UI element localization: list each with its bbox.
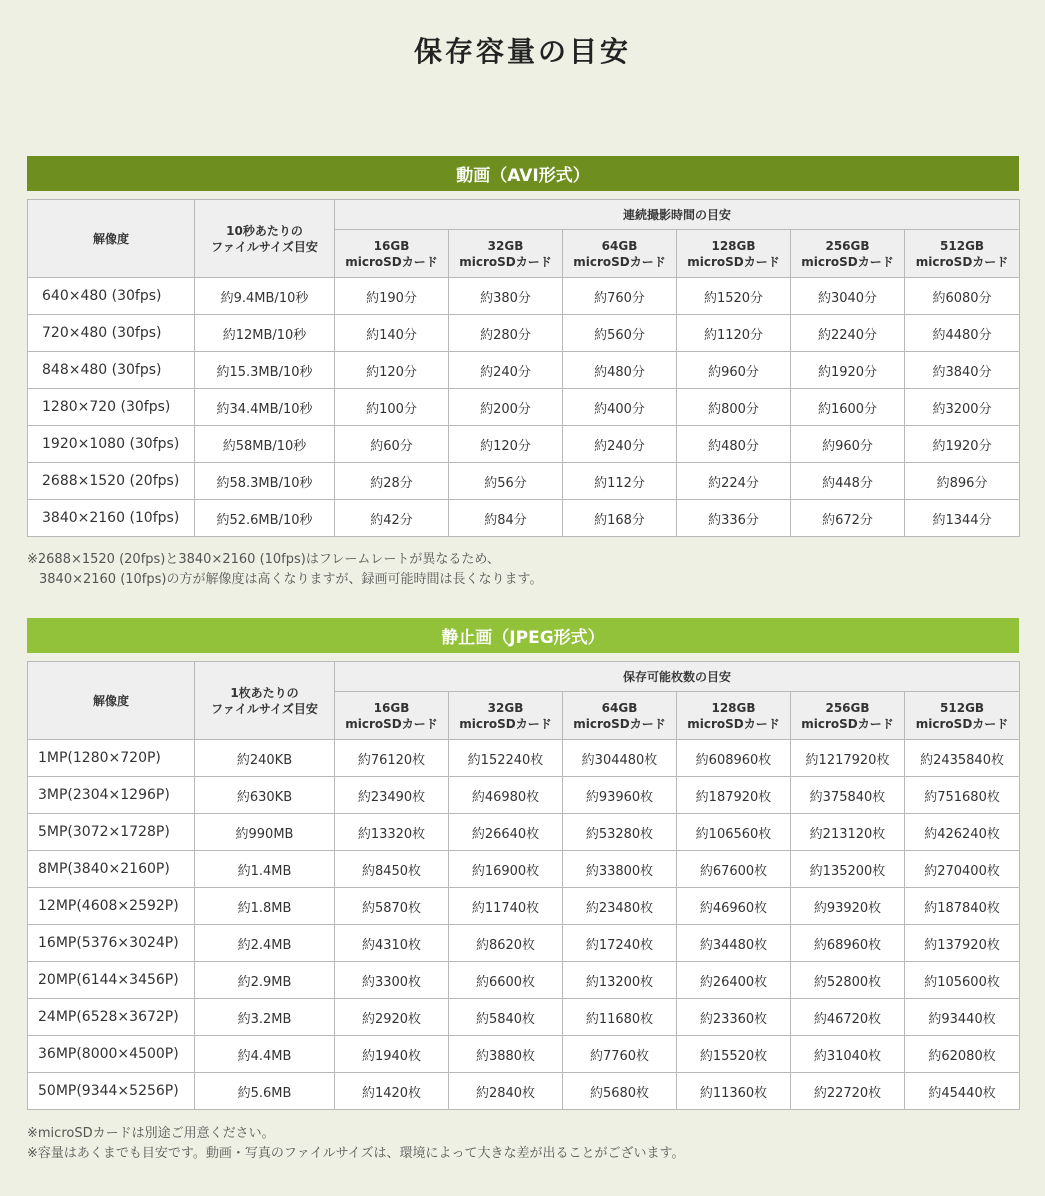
value-cell: 約11360枚 [677,1073,791,1110]
value-cell: 約1920分 [791,352,905,389]
card-header: 64GB microSDカード [563,230,677,278]
recording-time-group-header: 連続撮影時間の目安 [335,200,1020,230]
value-cell: 約800分 [677,389,791,426]
value-cell: 約33800枚 [563,851,677,888]
value-cell: 約11680枚 [563,999,677,1036]
value-cell: 約3840分 [905,352,1020,389]
value-cell: 約17240枚 [563,925,677,962]
value-cell: 約140分 [335,315,449,352]
resolution-cell: 12MP(4608×2592P) [28,888,195,925]
value-cell: 約760分 [563,278,677,315]
value-cell: 約960分 [791,426,905,463]
value-cell: 約13320枚 [335,814,449,851]
value-cell: 約105600枚 [905,962,1020,999]
filesize-cell: 約240KB [195,740,335,777]
table-row [28,1073,1020,1110]
value-cell: 約426240枚 [905,814,1020,851]
resolution-cell: 8MP(3840×2160P) [28,851,195,888]
resolution-cell: 20MP(6144×3456P) [28,962,195,999]
value-cell: 約2840枚 [449,1073,563,1110]
value-cell: 約1344分 [905,500,1020,537]
value-cell: 約52800枚 [791,962,905,999]
value-cell: 約11740枚 [449,888,563,925]
resolution-cell: 2688×1520 (20fps) [28,463,195,500]
value-cell: 約93960枚 [563,777,677,814]
value-cell: 約560分 [563,315,677,352]
value-cell: 約93440枚 [905,999,1020,1036]
value-cell: 約270400枚 [905,851,1020,888]
photo-notes [27,1124,685,1164]
value-cell: 約120分 [335,352,449,389]
table-row [28,962,1020,999]
value-cell: 約53280枚 [563,814,677,851]
video-section-title: 動画（AVI形式） [27,156,1019,191]
resolution-cell: 3MP(2304×1296P) [28,777,195,814]
table-row [28,278,1020,315]
filesize-cell: 約34.4MB/10秒 [195,389,335,426]
value-cell: 約224分 [677,463,791,500]
value-cell: 約213120枚 [791,814,905,851]
value-cell: 約68960枚 [791,925,905,962]
value-cell: 約1920分 [905,426,1020,463]
value-cell: 約4480分 [905,315,1020,352]
resolution-cell: 1280×720 (30fps) [28,389,195,426]
table-row [28,814,1020,851]
card-header: 32GB microSDカード [449,230,563,278]
value-cell: 約240分 [449,352,563,389]
note-line: ※microSDカードは別途ご用意ください。 [27,1126,275,1141]
note-line: 3840×2160 (10fps)の方が解像度は高くなりますが、録画可能時間は長くなります。 [39,572,543,587]
value-cell: 約56分 [449,463,563,500]
filesize-cell: 約1.4MB [195,851,335,888]
value-cell: 約120分 [449,426,563,463]
resolution-header: 解像度 [28,662,195,740]
filesize-cell: 約5.6MB [195,1073,335,1110]
video-notes [27,550,542,590]
value-cell: 約45440枚 [905,1073,1020,1110]
value-cell: 約896分 [905,463,1020,500]
resolution-header: 解像度 [28,200,195,278]
filesize-cell: 約2.4MB [195,925,335,962]
value-cell: 約84分 [449,500,563,537]
filesize-header: 1枚あたりの ファイルサイズ目安 [195,662,335,740]
note-line: ※2688×1520 (20fps)と3840×2160 (10fps)はフレームレートが異なるため、 [27,552,500,567]
value-cell: 約672分 [791,500,905,537]
filesize-cell: 約3.2MB [195,999,335,1036]
value-cell: 約480分 [677,426,791,463]
filesize-cell: 約52.6MB/10秒 [195,500,335,537]
storable-count-group-header: 保存可能枚数の目安 [335,662,1020,692]
value-cell: 約200分 [449,389,563,426]
value-cell: 約190分 [335,278,449,315]
photo-table [27,661,1020,1110]
card-header: 256GB microSDカード [791,230,905,278]
note-line: ※容量はあくまでも目安です。動画・写真のファイルサイズは、環境によって大きな差が出ることがございます。 [27,1146,685,1161]
value-cell: 約1520分 [677,278,791,315]
table-row [28,740,1020,777]
resolution-cell: 848×480 (30fps) [28,352,195,389]
value-cell: 約15520枚 [677,1036,791,1073]
value-cell: 約2435840枚 [905,740,1020,777]
value-cell: 約187840枚 [905,888,1020,925]
card-header: 64GB microSDカード [563,692,677,740]
card-header: 32GB microSDカード [449,692,563,740]
filesize-cell: 約630KB [195,777,335,814]
value-cell: 約42分 [335,500,449,537]
value-cell: 約26400枚 [677,962,791,999]
card-header: 512GB microSDカード [905,692,1020,740]
table-row [28,925,1020,962]
value-cell: 約3880枚 [449,1036,563,1073]
resolution-cell: 640×480 (30fps) [28,278,195,315]
table-row [28,999,1020,1036]
table-row [28,1036,1020,1073]
value-cell: 約3040分 [791,278,905,315]
value-cell: 約34480枚 [677,925,791,962]
value-cell: 約23480枚 [563,888,677,925]
value-cell: 約336分 [677,500,791,537]
resolution-cell: 24MP(6528×3672P) [28,999,195,1036]
value-cell: 約960分 [677,352,791,389]
resolution-cell: 50MP(9344×5256P) [28,1073,195,1110]
value-cell: 約137920枚 [905,925,1020,962]
value-cell: 約5680枚 [563,1073,677,1110]
filesize-cell: 約1.8MB [195,888,335,925]
value-cell: 約6080分 [905,278,1020,315]
value-cell: 約400分 [563,389,677,426]
value-cell: 約8450枚 [335,851,449,888]
card-header: 16GB microSDカード [335,692,449,740]
value-cell: 約26640枚 [449,814,563,851]
value-cell: 約152240枚 [449,740,563,777]
value-cell: 約5870枚 [335,888,449,925]
value-cell: 約46980枚 [449,777,563,814]
value-cell: 約240分 [563,426,677,463]
value-cell: 約22720枚 [791,1073,905,1110]
resolution-cell: 1920×1080 (30fps) [28,426,195,463]
value-cell: 約112分 [563,463,677,500]
table-row [28,426,1020,463]
filesize-cell: 約58.3MB/10秒 [195,463,335,500]
card-header: 256GB microSDカード [791,692,905,740]
value-cell: 約280分 [449,315,563,352]
value-cell: 約187920枚 [677,777,791,814]
value-cell: 約448分 [791,463,905,500]
resolution-cell: 720×480 (30fps) [28,315,195,352]
value-cell: 約751680枚 [905,777,1020,814]
resolution-cell: 16MP(5376×3024P) [28,925,195,962]
value-cell: 約375840枚 [791,777,905,814]
value-cell: 約1120分 [677,315,791,352]
value-cell: 約28分 [335,463,449,500]
value-cell: 約1420枚 [335,1073,449,1110]
value-cell: 約135200枚 [791,851,905,888]
value-cell: 約67600枚 [677,851,791,888]
value-cell: 約13200枚 [563,962,677,999]
card-header: 128GB microSDカード [677,692,791,740]
value-cell: 約2920枚 [335,999,449,1036]
value-cell: 約62080枚 [905,1036,1020,1073]
value-cell: 約106560枚 [677,814,791,851]
resolution-cell: 5MP(3072×1728P) [28,814,195,851]
table-row [28,352,1020,389]
filesize-cell: 約9.4MB/10秒 [195,278,335,315]
card-header: 16GB microSDカード [335,230,449,278]
value-cell: 約2240分 [791,315,905,352]
filesize-cell: 約58MB/10秒 [195,426,335,463]
filesize-cell: 約4.4MB [195,1036,335,1073]
value-cell: 約380分 [449,278,563,315]
table-row [28,888,1020,925]
value-cell: 約6600枚 [449,962,563,999]
filesize-cell: 約12MB/10秒 [195,315,335,352]
resolution-cell: 36MP(8000×4500P) [28,1036,195,1073]
table-row [28,389,1020,426]
value-cell: 約100分 [335,389,449,426]
video-table [27,199,1020,537]
page-title: 保存容量の目安 [413,35,631,68]
table-row [28,777,1020,814]
value-cell: 約76120枚 [335,740,449,777]
filesize-cell: 約990MB [195,814,335,851]
table-row [28,500,1020,537]
value-cell: 約7760枚 [563,1036,677,1073]
value-cell: 約31040枚 [791,1036,905,1073]
table-row [28,851,1020,888]
value-cell: 約3200分 [905,389,1020,426]
value-cell: 約16900枚 [449,851,563,888]
value-cell: 約23490枚 [335,777,449,814]
resolution-cell: 3840×2160 (10fps) [28,500,195,537]
value-cell: 約608960枚 [677,740,791,777]
value-cell: 約46720枚 [791,999,905,1036]
value-cell: 約46960枚 [677,888,791,925]
value-cell: 約8620枚 [449,925,563,962]
filesize-header: 10秒あたりの ファイルサイズ目安 [195,200,335,278]
value-cell: 約480分 [563,352,677,389]
value-cell: 約23360枚 [677,999,791,1036]
table-row [28,315,1020,352]
value-cell: 約304480枚 [563,740,677,777]
value-cell: 約5840枚 [449,999,563,1036]
table-row [28,463,1020,500]
filesize-cell: 約15.3MB/10秒 [195,352,335,389]
value-cell: 約1217920枚 [791,740,905,777]
value-cell: 約1940枚 [335,1036,449,1073]
card-header: 512GB microSDカード [905,230,1020,278]
resolution-cell: 1MP(1280×720P) [28,740,195,777]
value-cell: 約93920枚 [791,888,905,925]
filesize-cell: 約2.9MB [195,962,335,999]
value-cell: 約3300枚 [335,962,449,999]
value-cell: 約1600分 [791,389,905,426]
value-cell: 約168分 [563,500,677,537]
value-cell: 約60分 [335,426,449,463]
card-header: 128GB microSDカード [677,230,791,278]
value-cell: 約4310枚 [335,925,449,962]
photo-section-title: 静止画（JPEG形式） [27,618,1019,653]
